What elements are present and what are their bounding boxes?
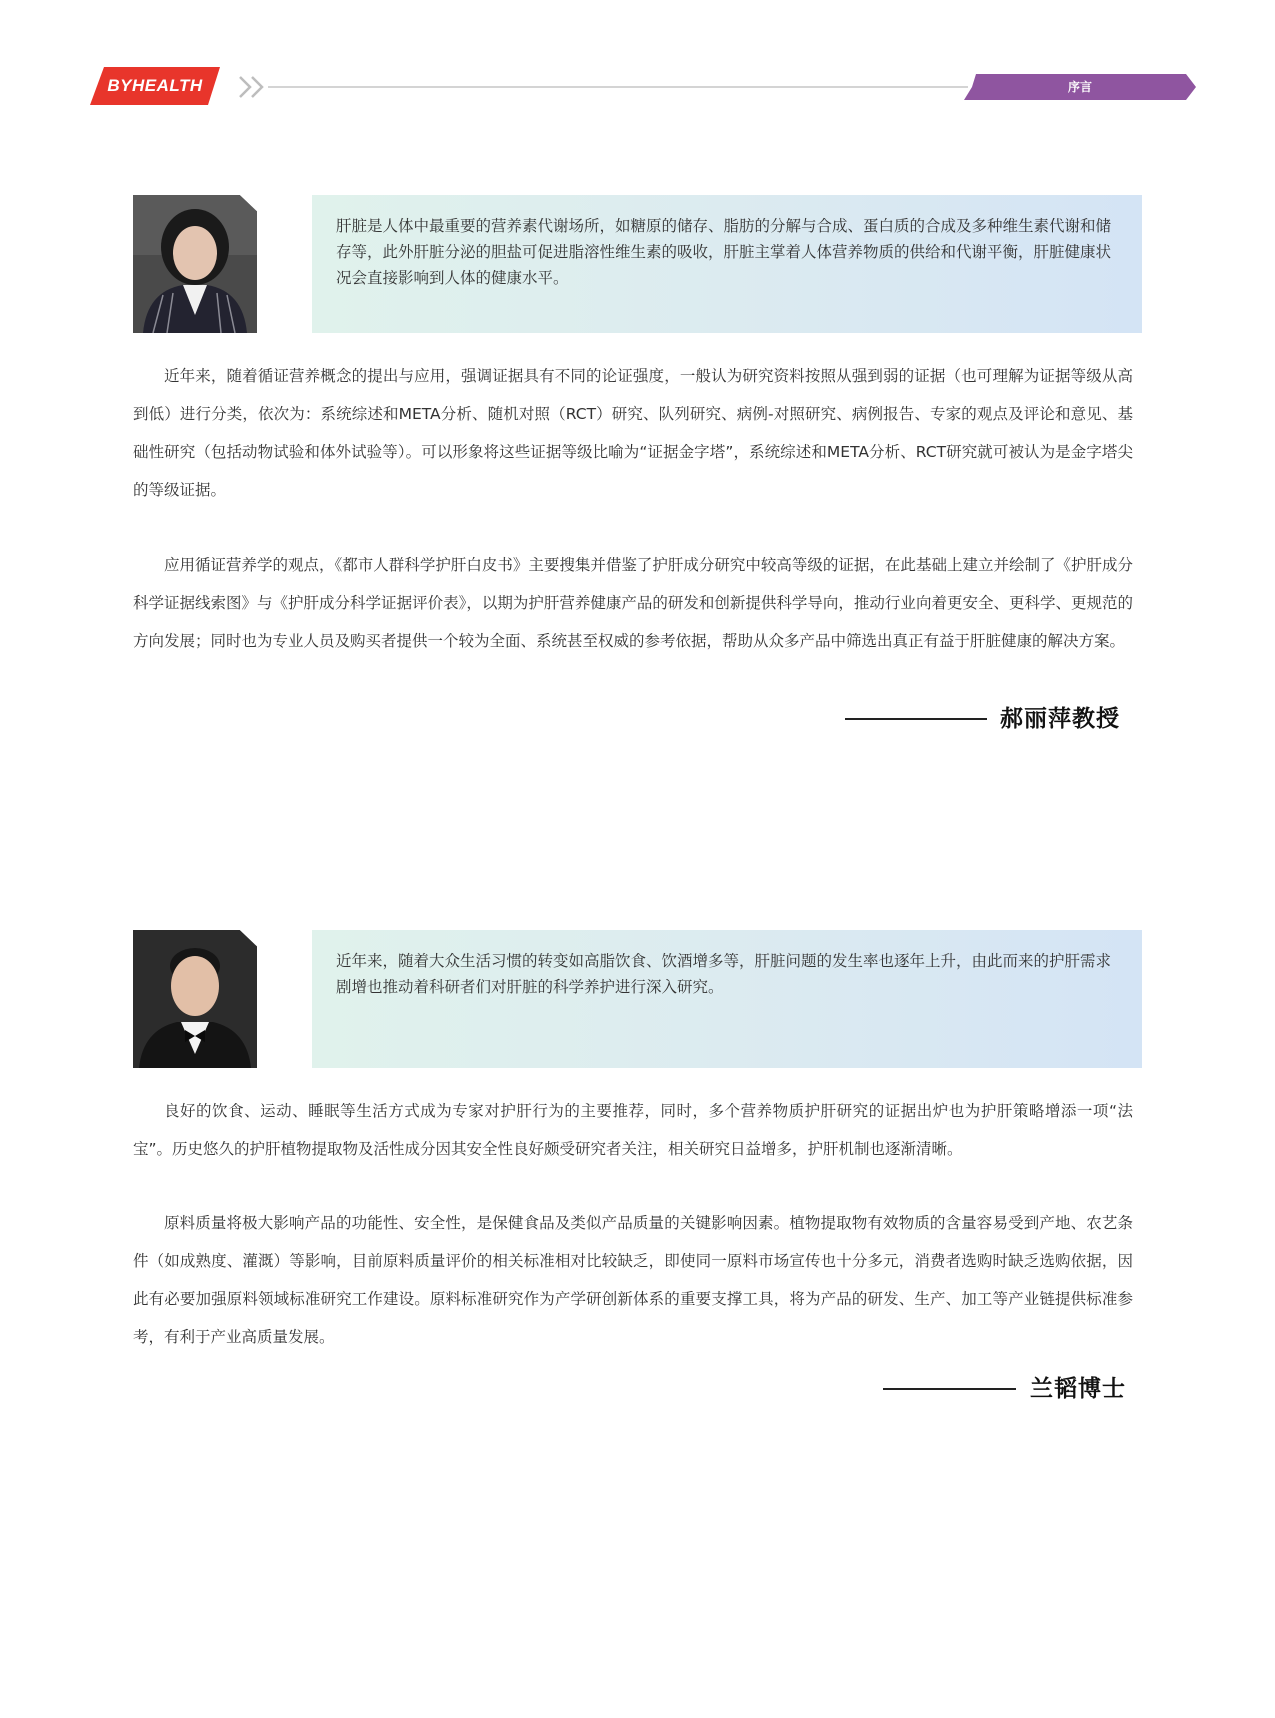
- page-header: [0, 0, 1275, 120]
- signature-line-1: [845, 718, 987, 720]
- paragraph-2-1: 良好的饮食、运动、睡眠等生活方式成为专家对护肝行为的主要推荐，同时，多个营养物质护肝研究的证据出炉也为护肝策略增添一项“法宝”。历史悠久的护肝植物提取物及活性成分因其安全性良好颇受研究者关注，相关研究日益增多，护肝机制也逐渐清晰。: [133, 1102, 1133, 1158]
- section-label: 序言: [1067, 80, 1092, 94]
- paragraph-1-1: 近年来，随着循证营养概念的提出与应用，强调证据具有不同的论证强度，一般认为研究资料按照从强到弱的证据（也可理解为证据等级从高到低）进行分类，依次为：系统综述和META分析、随机对照（RCT）研究、队列研究、病例-对照研究、病例报告、专家的观点及评论和意见、基础性研究（包括动物试验和体外试验等）。可以形象将这些证据等级比喻为“证据金字塔”，系统综述和META分析、RCT研究就可被认为是金字塔尖的等级证据。: [133, 367, 1133, 499]
- section-tag: [964, 74, 1196, 100]
- byhealth-logo: [90, 67, 220, 105]
- logo-text: BYHEALTH: [107, 76, 203, 95]
- signature-1: 郝丽萍教授: [1000, 706, 1120, 732]
- paragraph-1-2: 应用循证营养学的观点，《都市人群科学护肝白皮书》主要搜集并借鉴了护肝成分研究中较高等级的证据，在此基础上建立并绘制了《护肝成分科学证据线索图》与《护肝成分科学证据评价表》，以期为护肝营养健康产品的研发和创新提供科学导向，推动行业向着更安全、更科学、更规范的方向发展；同时也为专业人员及购买者提供一个较为全面、系统甚至权威的参考依据，帮助从众多产品中筛选出真正有益于肝脏健康的解决方案。: [133, 556, 1133, 650]
- signature-2: 兰韬博士: [1030, 1376, 1126, 1402]
- signature-line-2: [883, 1388, 1016, 1390]
- paragraph-2-2: 原料质量将极大影响产品的功能性、安全性，是保健食品及类似产品质量的关键影响因素。植物提取物有效物质的含量容易受到产地、农艺条件（如成熟度、灌溉）等影响，目前原料质量评价的相关标准相对比较缺乏，即使同一原料市场宣传也十分多元，消费者选购时缺乏选购依据，因此有必要加强原料领域标准研究工作建设。原料标准研究作为产学研创新体系的重要支撑工具，将为产品的研发、生产、加工等产业链提供标准参考，有利于产业高质量发展。: [133, 1214, 1133, 1346]
- intro-box-1: 肝脏是人体中最重要的营养素代谢场所，如糖原的储存、脂肪的分解与合成、蛋白质的合成及多种维生素代谢和储存等，此外肝脏分泌的胆盐可促进脂溶性维生素的吸收，肝脏主掌着人体营养物质的供给和代谢平衡，肝脏健康状况会直接影响到人体的健康水平。: [312, 195, 1142, 333]
- header-divider: [268, 86, 968, 88]
- portrait-photo-2: [133, 930, 257, 1068]
- intro-box-2: 近年来，随着大众生活习惯的转变如高脂饮食、饮酒增多等，肝脏问题的发生率也逐年上升，由此而来的护肝需求剧增也推动着科研者们对肝脏的科学养护进行深入研究。: [312, 930, 1142, 1068]
- chevron-right-icon: [238, 74, 272, 100]
- portrait-photo-1: [133, 195, 257, 333]
